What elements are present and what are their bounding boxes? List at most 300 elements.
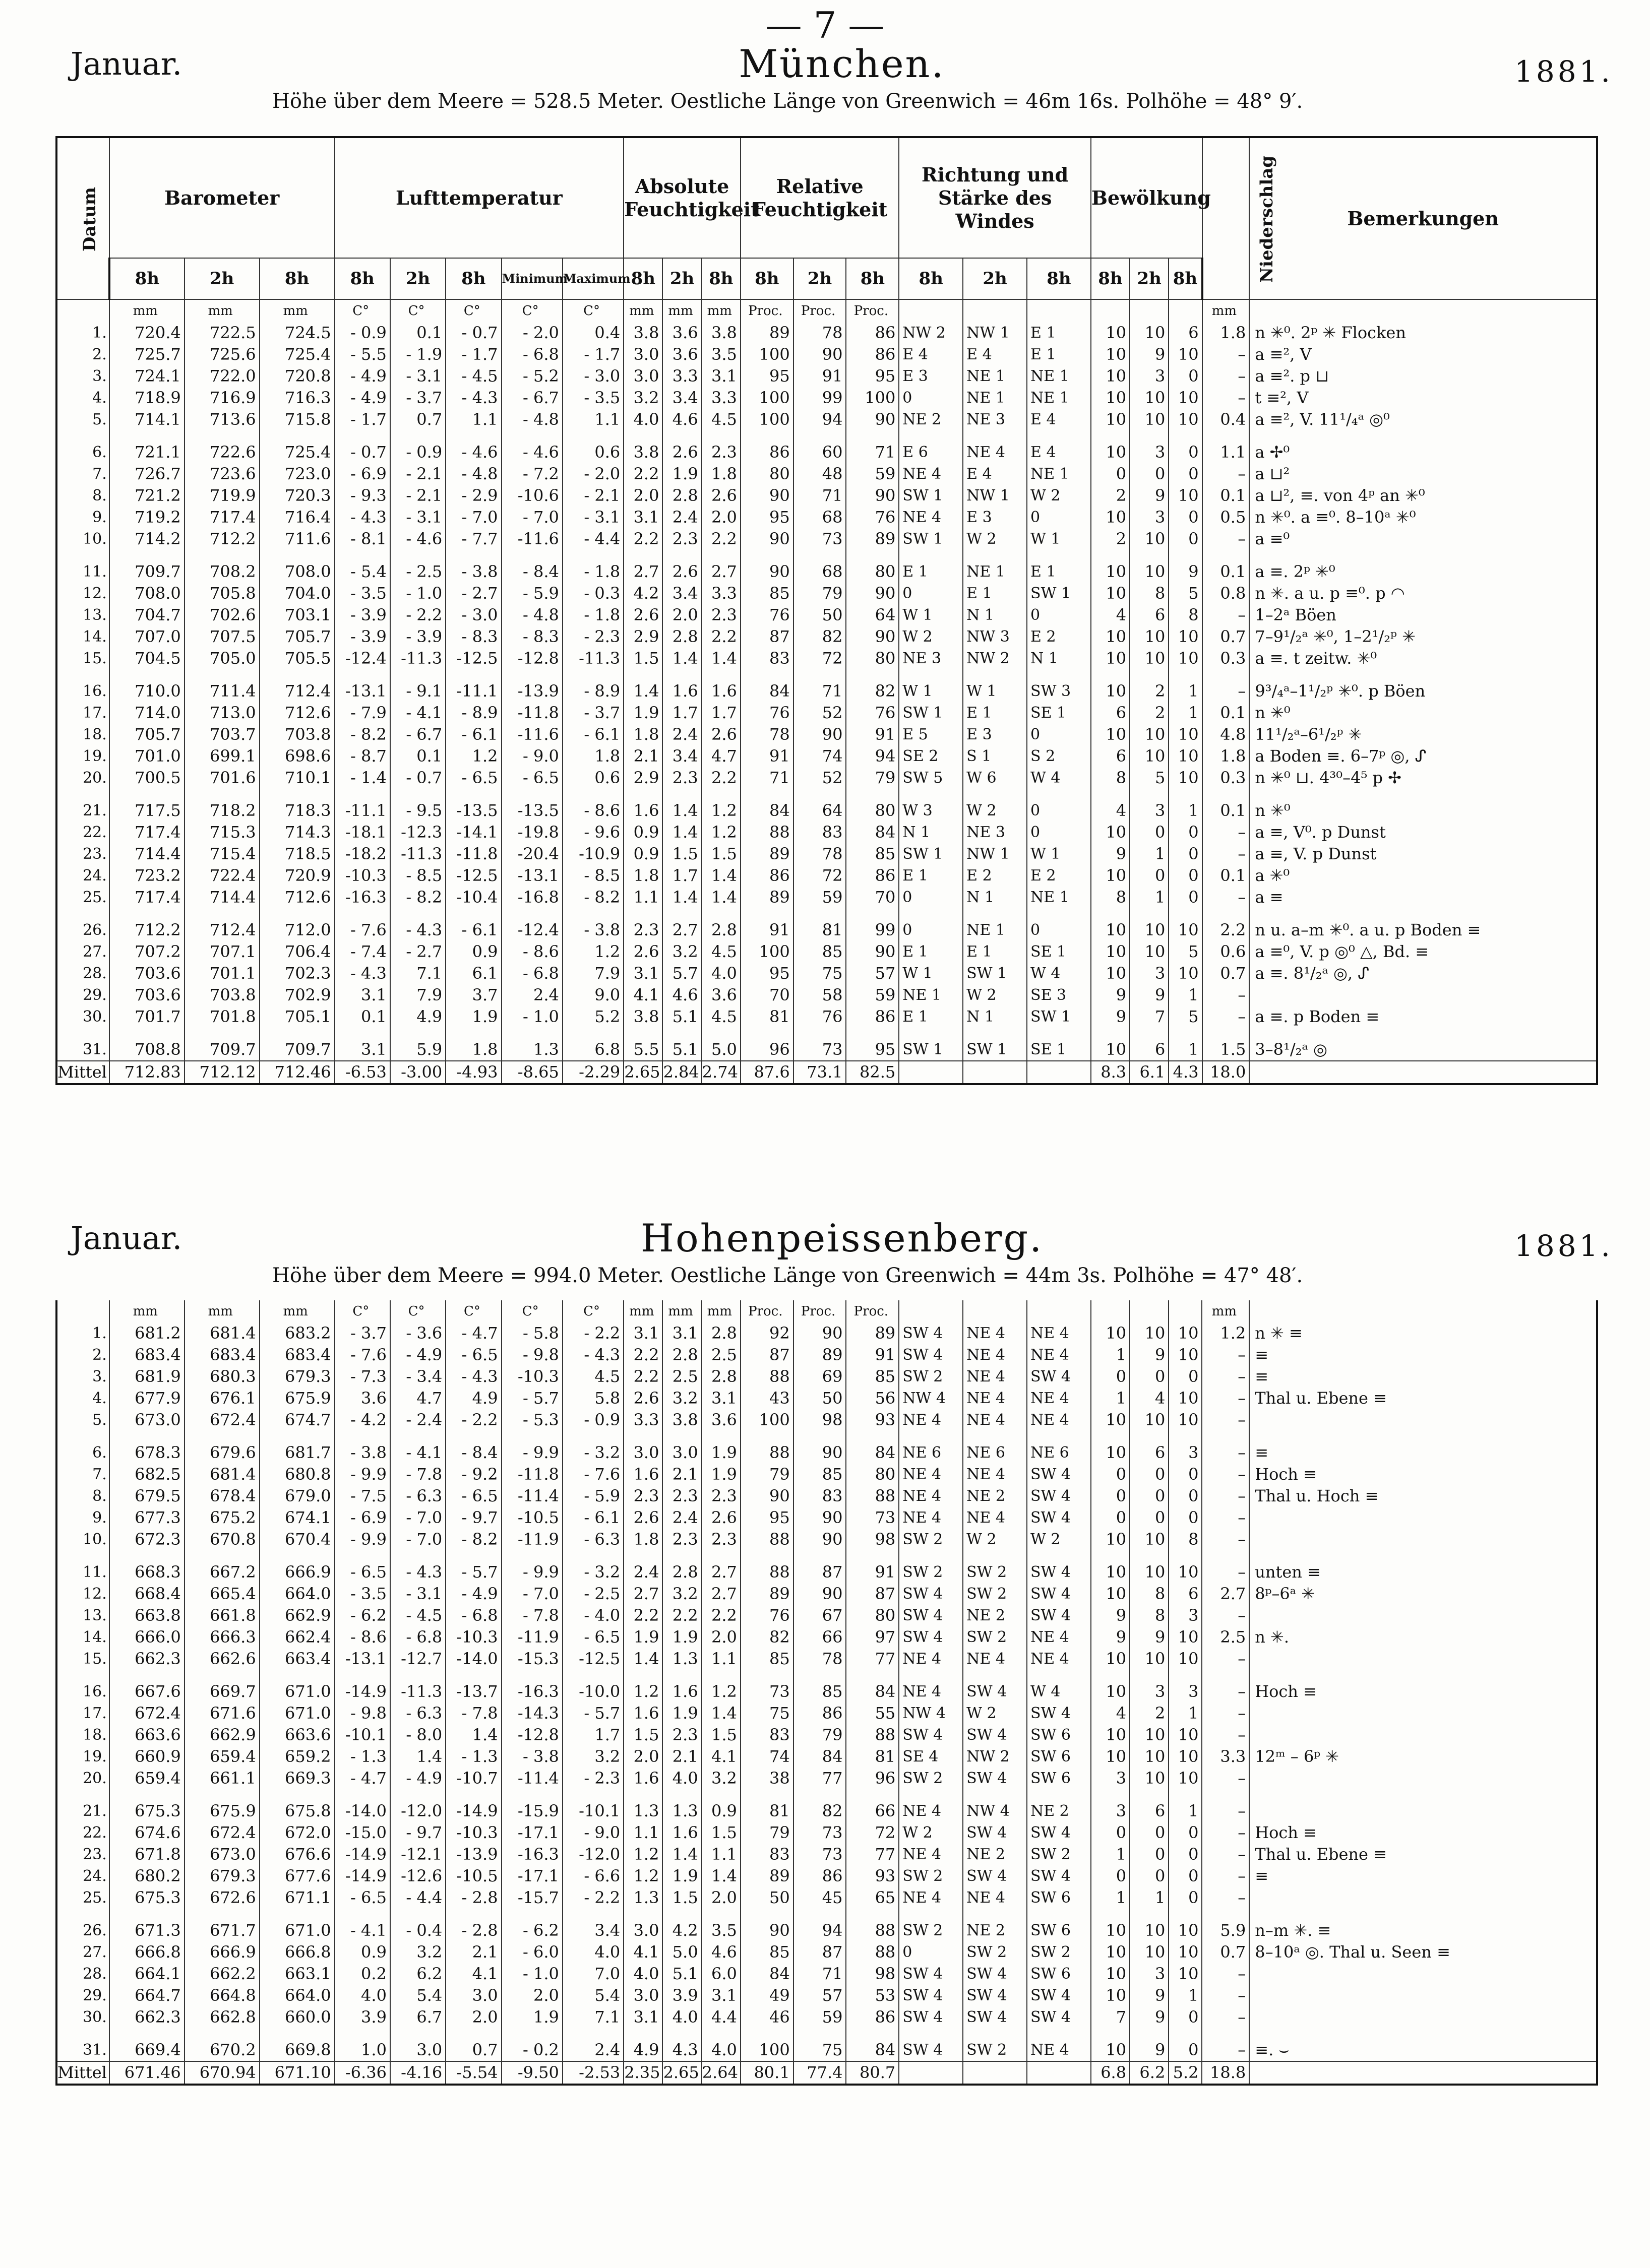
data-cell: 3.8 [624,430,662,463]
data-cell: 708.2 [185,550,260,583]
data-cell: 721.1 [109,430,185,463]
data-cell: – [1202,1670,1249,1703]
data-cell: 2.6 [624,1507,662,1529]
data-cell: 0 [1130,463,1169,485]
data-cell: 723.6 [185,463,260,485]
data-cell: 0 [1169,1485,1202,1507]
data-cell: 1.6 [662,669,701,702]
data-cell: 4.2 [662,1909,701,1941]
data-cell: 0.3 [1202,767,1250,789]
mean-cell: 671.10 [260,2061,335,2085]
data-cell: 683.4 [260,1344,335,1366]
data-cell: - 6.1 [446,908,501,941]
data-cell: 81 [741,1006,793,1028]
data-cell: 0 [1130,822,1169,843]
unit-cell: mm [624,1300,662,1322]
mean-cell [1249,2061,1597,2085]
data-cell: 3.3 [1202,1746,1249,1768]
remark-cell: n ✳ ≡ [1249,1322,1597,1344]
data-cell: - 5.7 [446,1550,501,1583]
data-cell: 715.8 [260,409,335,430]
data-cell: 663.8 [109,1605,185,1626]
data-cell: SW 3 [1027,669,1091,702]
mean-cell: 77.4 [793,2061,846,2085]
data-cell: -14.9 [446,1789,501,1822]
data-cell: NE 4 [963,1322,1027,1344]
data-cell: 2.3 [624,1485,662,1507]
data-cell: - 8.3 [502,626,563,648]
remark-cell: n ✳. a u. p ≡⁰. p ◠ [1249,583,1597,604]
data-cell: 2.8 [702,1322,741,1344]
data-cell: 715.3 [185,822,260,843]
data-cell: - 9.8 [502,1344,563,1366]
data-cell: 3.5 [702,1909,741,1941]
data-cell: 1.6 [624,1703,662,1724]
data-cell: 7.9 [390,984,446,1006]
data-cell: 3.2 [662,941,701,963]
data-cell: SW 4 [899,1605,963,1626]
data-cell: SW 4 [899,1322,963,1344]
data-cell: 76 [846,702,899,724]
data-cell: 68 [793,550,846,583]
unit-cell: C° [446,299,501,322]
data-cell: 85 [846,843,899,865]
mean-cell: 2.65 [624,1061,662,1084]
mean-cell: -9.50 [502,2061,563,2085]
data-cell: 66 [793,1626,846,1648]
data-cell: 0.9 [335,1941,390,1963]
data-cell: 0 [1169,507,1202,528]
data-cell: 84 [846,1670,899,1703]
mean-cell: 2.84 [662,1061,701,1084]
data-cell: 1.4 [390,1746,446,1768]
data-cell: – [1202,2028,1249,2061]
data-cell: 0 [899,387,963,409]
data-cell: - 3.1 [390,365,446,387]
data-cell: - 1.3 [335,1746,390,1768]
data-cell: 0.6 [563,767,624,789]
data-cell: -11.1 [446,669,501,702]
data-cell: 4.0 [335,1985,390,2006]
data-cell: 710.1 [260,767,335,789]
data-cell: 1 [1169,669,1202,702]
data-cell: 7. [56,1464,109,1485]
remark-cell [1249,1409,1597,1431]
data-cell: - 3.2 [563,1550,624,1583]
data-cell: - 7.0 [502,507,563,528]
table-row [56,1887,1597,1909]
data-cell: 10 [1091,583,1130,604]
data-cell: 1.2 [563,941,624,963]
hdr-8h: 8h [624,258,662,299]
data-cell: 662.9 [185,1724,260,1746]
data-cell: 10 [1130,387,1169,409]
data-cell: 6 [1169,1583,1202,1605]
table-row [56,1626,1597,1648]
data-cell: – [1202,1550,1249,1583]
unit-cell [963,299,1027,322]
data-cell: 8. [56,485,109,507]
data-cell: 702.3 [260,963,335,984]
data-cell: 80 [741,463,793,485]
data-cell: SW 1 [1027,1006,1091,1028]
data-cell: 726.7 [109,463,185,485]
data-cell: 1.2 [446,745,501,767]
data-cell: SW 1 [899,485,963,507]
remark-cell [1249,1703,1597,1724]
data-cell: 84 [741,669,793,702]
data-cell: – [1202,1648,1249,1670]
hdr-minimum: Minimum [502,258,563,299]
unit-cell [1249,299,1597,322]
remark-cell: 12ᵐ – 6ᵖ ✳ [1249,1746,1597,1768]
data-cell: 10 [1091,865,1130,887]
data-cell: – [1202,1344,1249,1366]
mean-cell: -2.53 [563,2061,624,2085]
data-cell: 86 [846,865,899,887]
data-cell: 1 [1130,843,1169,865]
data-cell: 0 [1169,1887,1202,1909]
data-cell: 725.6 [185,344,260,365]
data-cell: - 0.7 [446,322,501,344]
data-cell: 5.9 [390,1028,446,1061]
data-cell: 670.8 [185,1529,260,1550]
data-cell: - 7.5 [335,1485,390,1507]
hdr-8h: 8h [109,258,185,299]
data-cell: 12. [56,583,109,604]
data-cell: - 9.3 [335,485,390,507]
remark-cell [1249,2006,1597,2028]
data-cell: 704.0 [260,583,335,604]
unit-cell: mm [185,1300,260,1322]
data-cell: 704.5 [109,648,185,669]
table-row [56,887,1597,908]
data-cell: - 2.1 [563,485,624,507]
table-row [56,822,1597,843]
unit-cell: C° [563,299,624,322]
data-cell: 10 [1169,409,1202,430]
data-cell: 72 [846,1822,899,1844]
data-cell: W 3 [899,789,963,822]
data-cell: 9 [1091,984,1130,1006]
data-cell: 2.2 [702,528,741,550]
remark-cell: ≡ [1249,1344,1597,1366]
data-cell: 671.6 [185,1703,260,1724]
data-cell: 80 [846,1605,899,1626]
data-cell: 4.9 [446,1388,501,1409]
table-row [56,1431,1597,1464]
remark-cell: t ≡², V [1249,387,1597,409]
data-cell: 5.0 [662,1941,701,1963]
mean-cell: 6.2 [1130,2061,1169,2085]
data-cell: - 3.1 [390,507,446,528]
data-cell: SW 1 [899,1028,963,1061]
data-cell: 12. [56,1583,109,1605]
data-cell: 87 [793,1941,846,1963]
table-row [56,365,1597,387]
data-cell: 3.2 [390,1941,446,1963]
data-cell: 673.0 [185,1844,260,1865]
data-cell: 4.6 [662,409,701,430]
data-cell: 10 [1091,1529,1130,1550]
data-cell: 73 [846,1507,899,1529]
data-cell: 71 [846,430,899,463]
data-cell: 3.6 [335,1388,390,1409]
data-cell: 2 [1130,702,1169,724]
data-cell: – [1202,843,1250,865]
data-cell: 4. [56,1388,109,1409]
data-cell: – [1202,1768,1249,1789]
data-cell: - 4.9 [335,365,390,387]
data-cell: – [1202,1844,1249,1865]
data-cell: -13.1 [502,865,563,887]
data-cell: 20. [56,767,109,789]
data-cell: 89 [741,1865,793,1887]
unit-cell [899,1300,963,1322]
data-cell: -12.1 [390,1844,446,1865]
hdr-8h: 8h [1091,258,1130,299]
data-cell: NE 1 [899,984,963,1006]
mean-cell [963,1061,1027,1084]
remark-cell: Thal u. Hoch ≡ [1249,1485,1597,1507]
data-cell: - 4.1 [390,702,446,724]
data-cell: 11. [56,550,109,583]
data-cell: -11.3 [563,648,624,669]
data-cell: 707.2 [109,941,185,963]
data-cell: - 8.2 [446,1529,501,1550]
data-cell: 2.2 [702,1605,741,1626]
data-cell: 73 [793,528,846,550]
data-cell: 2.2 [702,626,741,648]
data-cell: 663.6 [109,1724,185,1746]
data-cell: 1.8 [1202,745,1250,767]
data-cell: 10 [1091,322,1130,344]
data-cell: - 4.3 [335,963,390,984]
unit-cell: C° [335,1300,390,1322]
month-label: Januar. [71,1220,182,1256]
data-cell: 2.3 [662,1485,701,1507]
data-cell: - 3.0 [446,604,501,626]
data-cell: - 8.9 [563,669,624,702]
data-cell: - 3.8 [335,1431,390,1464]
data-cell: - 0.3 [563,583,624,604]
data-cell: 3.0 [624,365,662,387]
data-cell: 675.3 [109,1789,185,1822]
data-cell: NE 4 [899,1464,963,1485]
data-cell: 0 [1091,1366,1130,1388]
data-cell: 707.5 [185,626,260,648]
data-cell: 9 [1091,1006,1130,1028]
data-cell: NE 4 [899,1844,963,1865]
data-cell: 2.2 [624,1344,662,1366]
data-cell: 1.3 [662,1648,701,1670]
data-cell: - 1.3 [446,1746,501,1768]
data-cell: 659.4 [109,1768,185,1789]
data-cell: 714.0 [109,702,185,724]
data-cell: SW 2 [1027,1844,1091,1865]
data-cell: 9. [56,507,109,528]
data-cell: - 2.4 [390,1409,446,1431]
data-cell: -14.9 [335,1670,390,1703]
data-cell: 703.8 [185,984,260,1006]
data-cell: – [1202,1464,1249,1485]
data-cell: NE 4 [1027,1409,1091,1431]
data-cell: 2.3 [662,1529,701,1550]
mean-cell: -4.93 [446,1061,501,1084]
data-cell: - 2.1 [390,485,446,507]
data-cell: 87 [846,1583,899,1605]
data-cell: - 0.9 [335,322,390,344]
data-cell: - 1.0 [502,1963,563,1985]
mean-cell: 73.1 [793,1061,846,1084]
data-cell: SW 4 [963,1865,1027,1887]
data-cell: 679.3 [260,1366,335,1388]
data-cell: 704.7 [109,604,185,626]
data-cell: -12.6 [390,1865,446,1887]
data-cell: - 6.3 [390,1485,446,1507]
data-cell: 1 [1091,1844,1130,1865]
data-cell: NE 6 [1027,1431,1091,1464]
data-cell: SE 1 [1027,1028,1091,1061]
data-cell: - 9.6 [563,822,624,843]
mean-cell: 712.83 [109,1061,185,1084]
data-cell: 1.4 [662,822,701,843]
data-cell: 8. [56,1485,109,1507]
data-cell: NW 4 [899,1703,963,1724]
table-row [56,963,1597,984]
data-cell: - 4.5 [390,1605,446,1626]
data-cell: 82 [793,626,846,648]
data-cell: 1.3 [624,1789,662,1822]
data-cell: 26. [56,1909,109,1941]
data-cell: - 4.5 [446,365,501,387]
data-cell: 10 [1169,1648,1202,1670]
data-cell: SW 2 [899,1865,963,1887]
data-cell: 5.0 [702,1028,741,1061]
data-cell: 3.2 [702,1768,741,1789]
data-cell: 59 [846,463,899,485]
data-cell: - 6.8 [390,1626,446,1648]
data-cell: 84 [846,1431,899,1464]
data-cell: - 5.9 [563,1485,624,1507]
data-cell: 72 [793,648,846,669]
unit-cell: C° [563,1300,624,1322]
data-cell: – [1202,1485,1249,1507]
mean-cell: -6.36 [335,2061,390,2085]
data-cell: 671.8 [109,1844,185,1865]
data-cell: 723.0 [260,463,335,485]
data-cell: 88 [846,1724,899,1746]
data-cell: 2.6 [702,1507,741,1529]
data-cell: 65 [846,1887,899,1909]
table-row [56,1746,1597,1768]
data-cell: 3.4 [662,745,701,767]
data-cell: 2 [1130,1703,1169,1724]
table-row [56,1703,1597,1724]
data-cell: 3.0 [624,1431,662,1464]
data-cell: 94 [846,745,899,767]
data-cell: 23. [56,843,109,865]
data-cell: 6 [1091,702,1130,724]
data-cell: 672.6 [185,1887,260,1909]
data-cell: 4.5 [702,1006,741,1028]
data-cell: 3.1 [624,963,662,984]
table-row [56,767,1597,789]
data-cell: 0.2 [335,1963,390,1985]
data-cell: -11.3 [390,648,446,669]
remark-cell: unten ≡ [1249,1550,1597,1583]
data-cell: 2 [1091,485,1130,507]
data-cell: E 4 [1027,409,1091,430]
hdr-2h: 2h [963,258,1027,299]
data-cell: - 4.9 [335,387,390,409]
data-cell: 0 [1130,865,1169,887]
data-cell: 722.4 [185,865,260,887]
data-cell: SW 6 [1027,1963,1091,1985]
data-cell: NE 4 [1027,1626,1091,1648]
data-cell: NE 4 [1027,1322,1091,1344]
data-cell: - 9.7 [446,1507,501,1529]
mean-cell: -5.54 [446,2061,501,2085]
unit-cell: Proc. [846,299,899,322]
data-cell: 2.6 [624,1388,662,1409]
data-cell: 1.3 [662,1789,701,1822]
data-cell: -11.8 [446,843,501,865]
data-cell: 73 [793,1028,846,1061]
data-cell: – [1202,984,1250,1006]
data-cell: 0 [1169,1464,1202,1485]
data-cell: NW 4 [963,1789,1027,1822]
data-cell: 86 [741,865,793,887]
data-cell: 1.4 [702,887,741,908]
data-cell: 1. [56,1322,109,1344]
data-cell: 13. [56,1605,109,1626]
data-cell: 14. [56,1626,109,1648]
data-cell: NW 1 [963,843,1027,865]
data-cell: - 6.6 [563,1865,624,1887]
data-cell: 71 [793,1963,846,1985]
data-cell: 2.7 [702,550,741,583]
data-cell: NW 4 [899,1388,963,1409]
data-cell: 83 [793,822,846,843]
data-cell: W 2 [963,984,1027,1006]
data-cell: SW 4 [963,1724,1027,1746]
data-cell: SW 4 [899,2028,963,2061]
data-cell: -11.6 [502,724,563,745]
data-cell: 718.5 [260,843,335,865]
data-cell: 1.8 [624,724,662,745]
remark-cell: a ≡⁰, V. p ◎⁰ △, Bd. ≡ [1249,941,1597,963]
data-cell: 3 [1130,1670,1169,1703]
unit-cell: mm [1202,299,1250,322]
data-cell: 2.3 [624,908,662,941]
data-cell: 1 [1130,1887,1169,1909]
col-datum: Datum [56,137,109,299]
data-cell: 712.6 [260,887,335,908]
data-cell: 0.1 [1202,702,1250,724]
data-cell: - 8.4 [502,550,563,583]
data-cell: 681.7 [260,1431,335,1464]
data-cell: 2.0 [446,2006,501,2028]
data-cell: 10 [1169,626,1202,648]
data-cell: E 1 [899,941,963,963]
data-cell: - 6.1 [446,724,501,745]
data-cell: 100 [741,1409,793,1431]
data-cell: 10 [1091,1746,1130,1768]
data-cell: 10 [1169,1626,1202,1648]
data-cell: 9.0 [563,984,624,1006]
data-cell: 3.9 [335,2006,390,2028]
